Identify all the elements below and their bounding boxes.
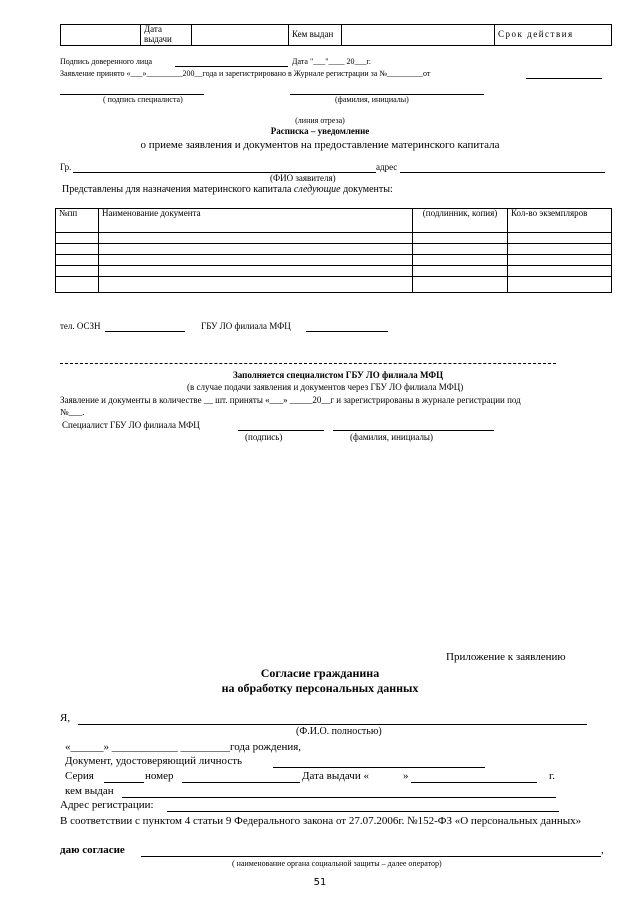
presented-suffix: документы: [343,184,393,195]
header-num: №пп [56,209,99,233]
table-row [56,244,612,255]
table-cell-empty [192,25,289,46]
header-count: Кол-во экземпляров [508,209,612,233]
table-cell-validity: Срок действия [495,25,612,46]
phone-oszn-label: тел. ОСЗН [60,321,101,331]
consent-year-suffix: г. [549,770,556,782]
mfc-section-subtitle: (в случае подачи заявления и документов через ГБУ ЛО филиала МФЦ) [187,382,464,392]
consent-address-line [167,811,559,812]
mfc-name-line [333,430,494,431]
consent-title-line2: на обработку персональных данных [221,681,419,695]
mfc-signature-line [238,430,324,431]
page-number: 51 [313,877,327,888]
cut-dashed-line [60,363,556,364]
table-row [56,233,612,244]
trustee-date-label: Дата "___"____ 20___г. [292,57,371,66]
table-row [56,277,612,293]
consent-issued-by-label: кем выдан [65,785,114,797]
specialist-name-caption: (фамилия, инициалы) [335,95,409,104]
consent-fio-caption: (Ф.И.О. полностью) [296,726,382,737]
consent-give-label: даю согласие [60,844,125,856]
consent-fio-line [78,724,587,725]
table-cell-issue-date: Дата выдачи [141,25,192,46]
receipt-title: Расписка – уведомление [270,126,370,136]
consent-doc-label: Документ, удостоверяющий личность [65,755,243,767]
fio-applicant-caption: (ФИО заявителя) [270,173,336,183]
cut-line-caption: (линия отреза) [295,116,345,125]
consent-number-label: номер [145,770,174,782]
presented-prefix: Представлены для назначения материнского капитала [62,184,292,195]
table-cell-issued-by: Кем выдан [289,25,342,46]
applicant-gr-label: Гр. [60,162,72,172]
consent-address-label: Адрес регистрации: [60,799,154,811]
mfc-phone-line [306,331,388,332]
consent-law-text: В соответствии с пунктом 4 статьи 9 Федерального закона от 27.07.2006г. №152-ФЗ «О персональных данных» [60,815,582,827]
presented-italic: следующие [293,184,341,195]
consent-operator-caption: ( наименование органа социальной защиты – далее оператор) [232,859,442,868]
trustee-signature-label: Подпись доверенного лица [60,57,153,66]
address-label: адрес [376,162,398,172]
consent-operator-comma: , [601,844,604,856]
mfc-section-title: Заполняется специалистом ГБУ ЛО филиала МФЦ [233,370,444,380]
mfc-accepted-line2: №___. [60,407,85,417]
consent-number-line [182,782,300,783]
header-doc-name: Наименование документа [99,209,413,233]
phone-oszn-line [105,331,185,332]
table-header-row [56,209,612,233]
mfc-signature-caption: (подпись) [245,432,283,442]
registry-date-line [526,78,602,79]
table-row [56,266,612,277]
consent-series-label: Серия [65,770,94,782]
consent-birth-line: «______» ____________ _________года рождения, [65,741,302,753]
documents-table [55,208,612,293]
consent-issue-date-line [411,782,537,783]
accepted-text: Заявление принято «___»_________200__года и зарегистрировано в Журнале регистрации за №_________от [60,69,431,78]
mfc-specialist-label: Специалист ГБУ ЛО филиала МФЦ [62,420,200,430]
document-info-table [60,24,612,46]
table-row [56,255,612,266]
consent-issued-by-line [122,797,556,798]
table-cell-empty [61,25,141,46]
consent-doc-line [273,767,485,768]
specialist-signature-caption: ( подпись специалиста) [103,95,183,104]
address-line [400,172,605,173]
consent-issue-date-label: Дата выдачи « [302,770,369,782]
presented-documents-text [62,185,393,195]
consent-operator-line [141,856,601,857]
consent-title-line1: Согласие гражданина [260,666,380,680]
header-doc-type: (подлинник, копия) [413,209,508,233]
consent-series-line [104,782,144,783]
receipt-subtitle: о приеме заявления и документов на предоставление материнского капитала [140,139,500,151]
appendix-label: Приложение к заявлению [446,651,566,663]
mfc-accepted-line1: Заявление и документы в количестве __ шт. приняты «___» _____20__г и зарегистрированы в журнале регистрации под [60,395,521,405]
signature-line [175,66,288,67]
mfc-name-caption: (фамилия, инициалы) [350,432,433,442]
consent-i-label: Я, [60,712,71,724]
mfc-phone-label: ГБУ ЛО филиала МФЦ [201,321,291,331]
table-cell-empty [342,25,495,46]
consent-quote-close: » [403,770,409,782]
